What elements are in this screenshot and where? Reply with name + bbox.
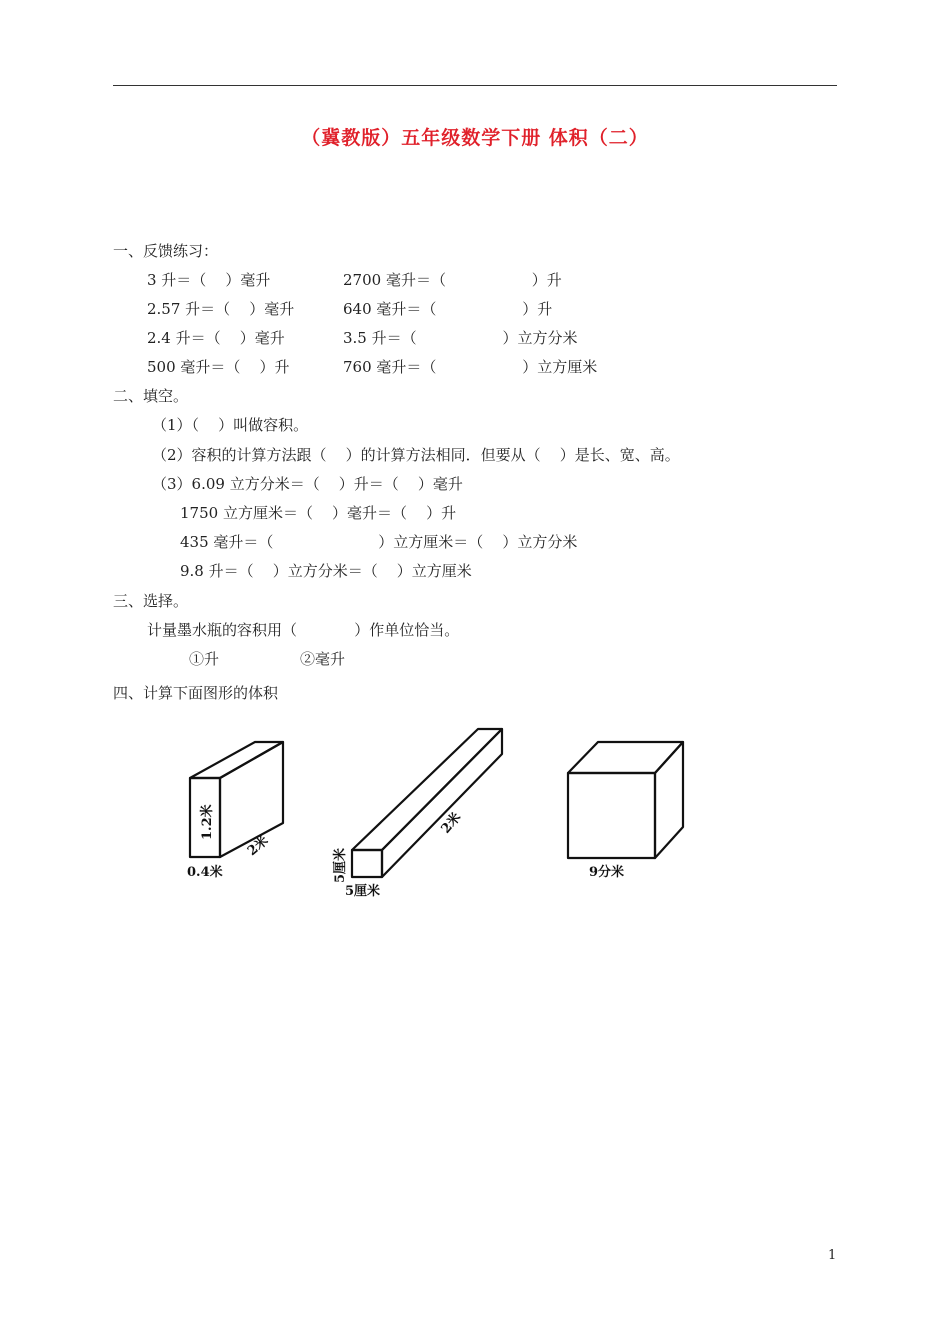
fig2-height-label: 5厘米 xyxy=(333,847,348,883)
section4-heading: 四、计算下面图形的体积 xyxy=(113,684,279,702)
fig1-height-label: 1.2米 xyxy=(200,804,215,840)
s1-row4-left: 500 毫升＝（ ）升 xyxy=(147,358,290,376)
s2-item6: 9.8 升＝（ ）立方分米＝（ ）立方厘米 xyxy=(180,562,472,580)
s3-question: 计量墨水瓶的容积用（ ）作单位恰当。 xyxy=(147,621,460,639)
s2-item5: 435 毫升＝（ ）立方厘米＝（ ）立方分米 xyxy=(180,533,578,551)
s2-item2: （2）容积的计算方法跟（ ）的计算方法相同．但要从（ ）是长、宽、高。 xyxy=(152,446,680,464)
fig1-length-label: 2米 xyxy=(244,833,272,860)
fig3-edge-label: 9分米 xyxy=(589,865,625,880)
s1-row3-right: 3.5 升＝（ ）立方分米 xyxy=(343,329,578,347)
s2-item4: 1750 立方厘米＝（ ）毫升＝（ ）升 xyxy=(180,504,457,522)
s3-option1: ①升 xyxy=(189,650,220,668)
section1-heading: 一、反馈练习： xyxy=(113,242,219,260)
s2-item3: （3）6.09 立方分米＝（ ）升＝（ ）毫升 xyxy=(152,475,463,493)
page-number: 1 xyxy=(828,1248,837,1263)
fig1-width-label: 0.4米 xyxy=(187,865,223,880)
s2-item1: （1）（ ）叫做容积。 xyxy=(152,416,309,434)
section2-heading: 二、填空。 xyxy=(113,387,189,405)
s1-row1-left: 3 升＝（ ）毫升 xyxy=(147,271,271,289)
section3-heading: 三、选择。 xyxy=(113,592,189,610)
s1-row4-right: 760 毫升＝（ ）立方厘米 xyxy=(343,358,598,376)
s1-row1-right: 2700 毫升＝（ ）升 xyxy=(343,271,562,289)
fig2-width-label: 5厘米 xyxy=(345,884,381,899)
s1-row2-left: 2.57 升＝（ ）毫升 xyxy=(147,300,295,318)
s1-row3-left: 2.4 升＝（ ）毫升 xyxy=(147,329,285,347)
fig2-length-label: 2米 xyxy=(438,810,465,837)
s1-row2-right: 640 毫升＝（ ）升 xyxy=(343,300,553,318)
s3-option2: ②毫升 xyxy=(300,650,346,668)
page-title: （冀教版）五年级数学下册 体积（二） xyxy=(301,127,649,149)
cube-figure xyxy=(568,742,683,858)
long-cuboid-figure xyxy=(352,729,502,877)
